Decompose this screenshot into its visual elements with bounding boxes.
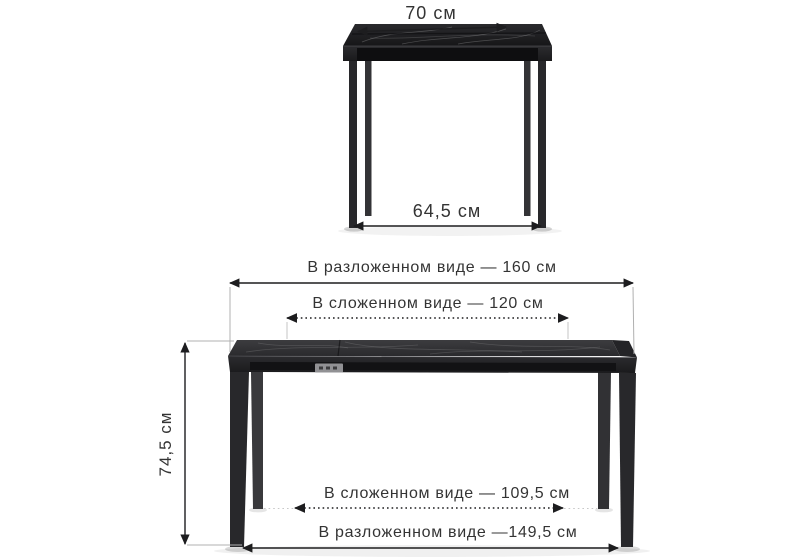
front-view-dimensions <box>156 259 634 548</box>
height-label: 74,5 см <box>156 411 175 477</box>
front-view-shadow <box>214 545 650 557</box>
mechanism-detail <box>319 367 323 370</box>
leg-span-label: 64,5 см <box>412 201 482 221</box>
top-view-recess <box>357 48 538 61</box>
depth-label: 70 см <box>405 3 457 23</box>
top-view-shadow <box>338 226 562 236</box>
leg-span-unfolded-label: В разложенном виде —149,5 см <box>318 524 578 541</box>
mechanism-detail <box>333 367 337 370</box>
front-view-front-leg-left <box>230 372 249 547</box>
front-view-back-leg-left <box>251 372 263 509</box>
top-view-seam <box>352 33 546 34</box>
width-unfolded-label: В разложенном виде — 160 см <box>307 259 557 276</box>
leg-span-folded-label: В сложенном виде — 109,5 см <box>324 485 570 502</box>
width-folded-label: В сложенном виде — 120 см <box>312 295 544 312</box>
top-view-back-leg-left <box>365 60 372 216</box>
top-view-back-leg-right <box>524 60 531 216</box>
top-view-front-leg-right <box>538 60 546 228</box>
front-view-back-leg-right <box>598 371 611 509</box>
top-view-front-leg-left <box>349 60 357 228</box>
ext-line <box>633 287 634 354</box>
front-view-front-leg-right <box>619 373 636 547</box>
mechanism-detail <box>326 367 330 370</box>
front-view-apron-recess <box>250 362 616 371</box>
